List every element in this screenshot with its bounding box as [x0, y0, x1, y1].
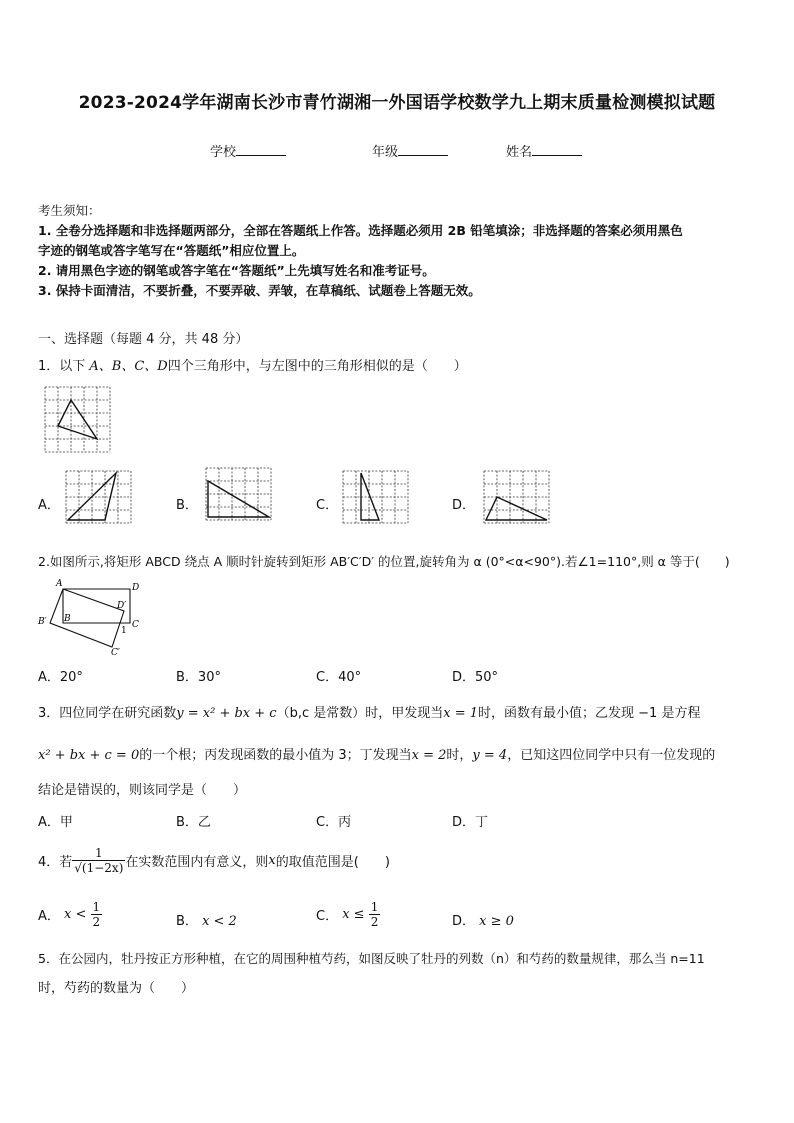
q1-option-d-figure: [484, 471, 550, 523]
q2-rectangle-figure: [38, 577, 148, 658]
q2-label-d: D: [132, 583, 140, 593]
q2-label-a: A: [56, 579, 63, 589]
q4-fraction-denominator: √(1−2x): [74, 861, 124, 875]
q1-option-b-triangle: [208, 481, 269, 517]
q2-label-c-prime: C′: [111, 648, 120, 658]
q3-x-equals-1: x = 1: [443, 706, 479, 721]
q4-option-d[interactable]: [452, 910, 514, 929]
q1-reference-figure: [45, 387, 111, 453]
exam-notice: [38, 201, 760, 301]
grade-field: [372, 141, 448, 160]
question-5-line-1: 5．在公园内，牡丹按正方形种植，在它的周围种植芍药，如图反映了牡丹的列数（n）和芍药的数量规律，那么当 n=11: [38, 951, 705, 966]
q2-option-a[interactable]: A．20°: [38, 670, 83, 685]
question-3-line-2: [38, 744, 715, 763]
question-3-line-1: [38, 702, 700, 721]
section-heading: 一、选择题（每题 4 分，共 48 分）: [38, 332, 249, 347]
q1-option-d[interactable]: D．: [452, 498, 476, 513]
q3-text: 3．四位同学在研究函数: [38, 706, 177, 721]
notice-item: 3. 保持卡面清洁，不要折叠，不要弄破、弄皱，在草稿纸、试题卷上答题无效。: [38, 283, 481, 298]
q3-text: ，已知这四位同学中只有一位发现的: [507, 748, 716, 763]
q4-fraction-numerator: 1: [72, 846, 125, 861]
q4-option-a-fraction: [91, 900, 103, 929]
q3-option-d[interactable]: D．丁: [452, 815, 489, 830]
q4-variable: x: [268, 853, 276, 868]
q2-option-c[interactable]: C．40°: [316, 670, 362, 685]
q3-text: （b,c 是常数）时，甲发现当: [276, 706, 444, 721]
name-label: 姓名: [506, 145, 533, 160]
q4-option-c-relation: x ≤: [342, 907, 365, 922]
school-blank[interactable]: [236, 145, 286, 156]
q2-label-d-prime: D′: [117, 601, 127, 611]
q4-option-c-fraction: [369, 900, 381, 929]
q3-option-c[interactable]: C．丙: [316, 815, 352, 830]
q4-option-a-denominator: 2: [92, 915, 101, 929]
q3-function: y = x² + bx + c: [176, 706, 277, 721]
q2-option-b[interactable]: B．30°: [176, 670, 221, 685]
q3-option-b[interactable]: B．乙: [176, 815, 211, 830]
notice-item: 1. 全卷分选择题和非选择题两部分，全部在答题纸上作答。选择题必须用 2B 铅笔填涂；非选择题的答案必须用黑色: [38, 223, 683, 238]
q1-stem-letters: A、B、C、D: [89, 359, 168, 374]
q1-stem-prefix: 1．以下: [38, 359, 90, 374]
question-4-stem: [38, 846, 390, 875]
q4-option-a[interactable]: [38, 900, 102, 929]
q1-option-c-triangle: [361, 473, 379, 520]
q1-option-c-figure: [343, 471, 409, 523]
name-field: [506, 141, 582, 160]
q4-option-c[interactable]: [316, 900, 380, 929]
q4-option-a-relation: x <: [64, 907, 87, 922]
q1-option-c[interactable]: C．: [316, 498, 339, 513]
name-blank[interactable]: [532, 145, 582, 156]
question-2-stem: 2.如图所示,将矩形 ABCD 绕点 A 顺时针旋转到矩形 AB′C′D′ 的位置,旋转角为 α (0°<α<90°).若∠1=110°,则 α 等于( ): [38, 554, 730, 569]
question-5-line-2: 时，芍药的数量为（ ）: [38, 981, 195, 996]
notice-item: 2. 请用黑色字迹的钢笔或答字笔在“答题纸”上先填写姓名和准考证号。: [38, 263, 435, 278]
q4-option-b-label: B．: [176, 914, 198, 929]
q2-option-d[interactable]: D．50°: [452, 670, 499, 685]
q1-option-a-figure: [66, 471, 132, 523]
q1-reference-triangle: [58, 400, 97, 439]
q4-fraction: [72, 846, 125, 875]
q2-rect-ab-c-d: [50, 589, 127, 647]
question-3-line-3: 结论是错误的，则该同学是（ ）: [38, 783, 247, 798]
q4-option-d-expr: x ≥ 0: [479, 914, 514, 929]
notice-heading: 考生须知：: [38, 203, 101, 218]
q4-option-a-numerator: 1: [92, 900, 101, 914]
grade-label: 年级: [372, 145, 399, 160]
q1-stem-suffix: 四个三角形中，与左图中的三角形相似的是（ ）: [167, 359, 467, 374]
q2-label-angle-1: 1: [121, 626, 127, 636]
grade-blank[interactable]: [398, 145, 448, 156]
question-1-stem: [38, 355, 467, 374]
q4-option-c-denominator: 2: [370, 915, 379, 929]
q1-option-b[interactable]: B．: [176, 498, 198, 513]
q4-option-a-label: A．: [38, 909, 60, 924]
q1-option-b-figure: [206, 468, 272, 520]
q3-option-a[interactable]: A．甲: [38, 815, 73, 830]
q2-label-b: B: [64, 614, 71, 624]
q3-text: 时，函数有最小值；乙发现 −1 是方程: [478, 706, 701, 721]
q4-text: 在实数范围内有意义，则: [125, 855, 269, 870]
notice-item: 字迹的钢笔或答字笔写在“答题纸”相应位置上。: [38, 243, 305, 258]
q4-text: 的取值范围是( ): [275, 855, 390, 870]
q1-option-d-triangle: [486, 497, 547, 520]
q4-option-b[interactable]: [176, 910, 237, 929]
q1-option-a[interactable]: A．: [38, 498, 60, 513]
school-label: 学校: [210, 145, 237, 160]
q3-text: 时，: [446, 748, 473, 763]
q4-option-d-label: D．: [452, 914, 476, 929]
q3-x-equals-2: x = 2: [411, 748, 447, 763]
q4-option-b-expr: x < 2: [202, 914, 237, 929]
exam-title: 2023-2024学年湖南长沙市青竹湖湘一外国语学校数学九上期末质量检测模拟试题: [78, 93, 716, 113]
q2-label-b-prime: B′: [38, 617, 47, 627]
q2-label-c: C: [132, 620, 139, 630]
q4-option-c-label: C．: [316, 909, 339, 924]
q4-text: 4．若: [38, 855, 73, 870]
q3-y-equals-4: y = 4: [472, 748, 508, 763]
q4-option-c-numerator: 1: [370, 900, 379, 914]
q3-equation: x² + bx + c = 0: [38, 748, 140, 763]
school-field: [210, 141, 286, 160]
q3-text: 的一个根；丙发现函数的最小值为 3；丁发现当: [139, 748, 412, 763]
